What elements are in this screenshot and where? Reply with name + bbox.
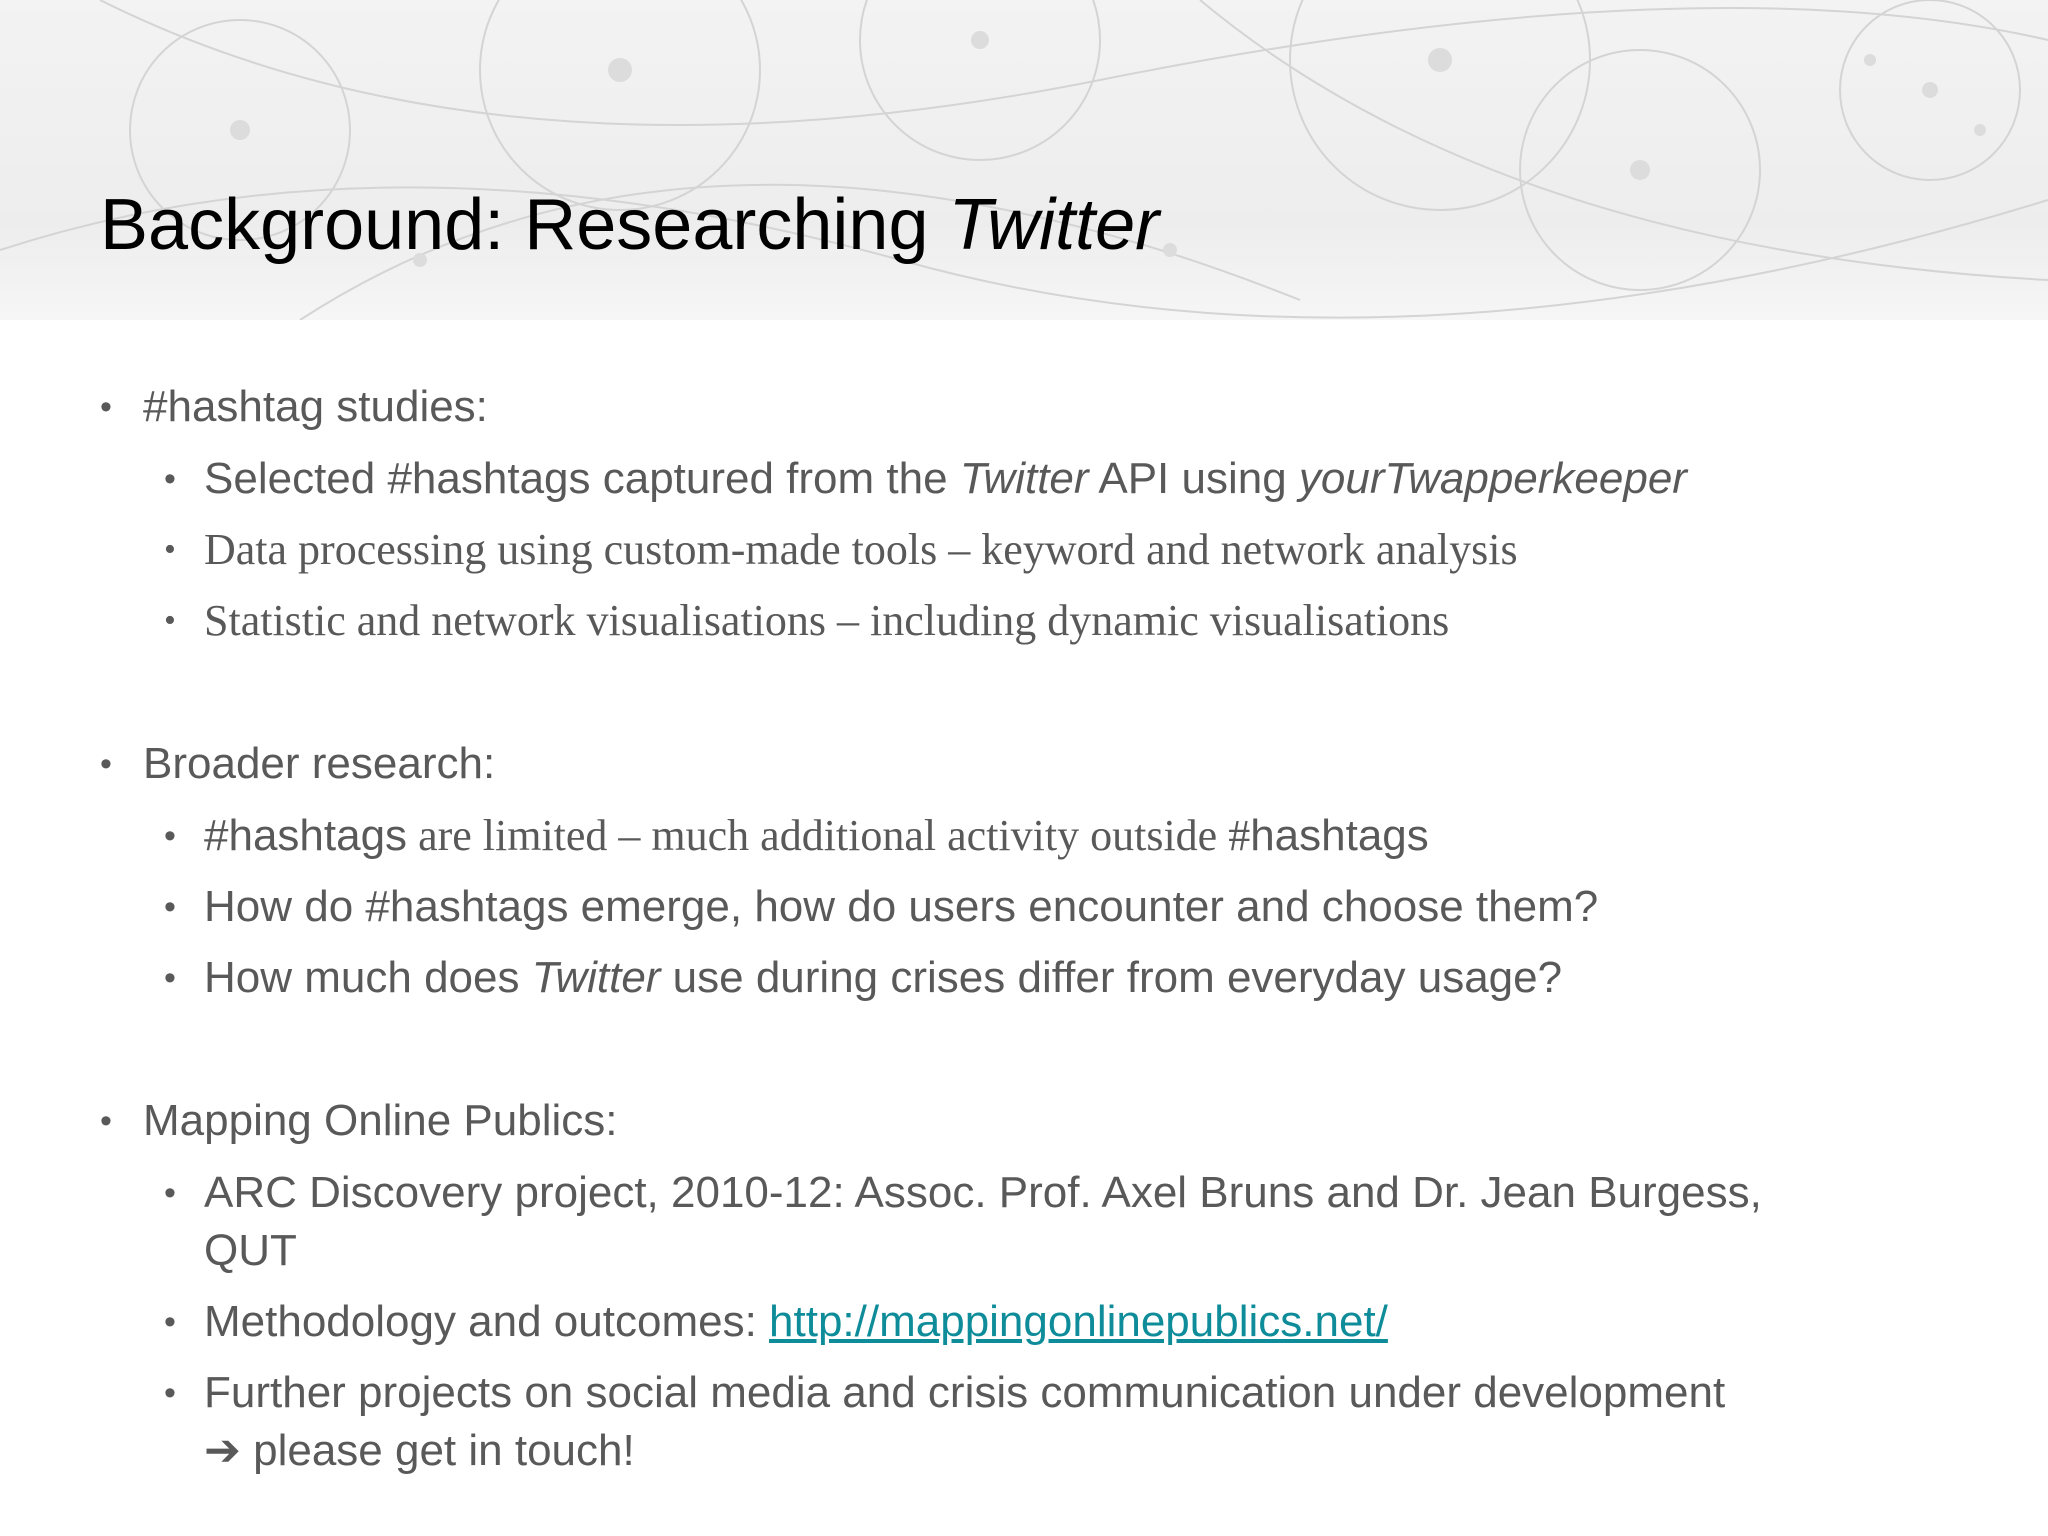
slide-title <box>100 184 1159 266</box>
text-part: hashtags <box>1250 811 1429 860</box>
slide-body <box>100 378 2000 1493</box>
text-line: • ARC Discovery project, 2010-12: Assoc. Prof. Axel Bruns and Dr. Jean Burgess, <box>204 1168 1762 1217</box>
text-part: #hashtags <box>204 811 408 860</box>
arrow-right-icon: ➔ <box>204 1426 241 1475</box>
title-italic: Twitter <box>948 185 1160 265</box>
bullet-hashtags-limited <box>100 807 2000 865</box>
bullet-selected-hashtags <box>100 450 2000 508</box>
section-heading-hashtag-studies: • #hashtag studies: <box>100 378 2000 436</box>
text-part: use during crises differ from everyday usage? <box>660 953 1563 1002</box>
header-banner <box>0 0 2048 320</box>
section-heading-mapping-online-publics: • Mapping Online Publics: <box>100 1092 2000 1150</box>
text-italic: Twitter <box>531 953 661 1002</box>
text-italic: yourTwapperkeeper <box>1298 454 1687 503</box>
bullet-data-processing: • Data processing using custom-made tools – keyword and network analysis <box>100 521 2000 579</box>
bullet-crisis-usage <box>100 949 2000 1007</box>
text-part: How much does <box>204 953 532 1002</box>
title-main: Background: Researching <box>100 185 949 265</box>
bullet-further-projects <box>100 1364 1984 1480</box>
text-part: please get in touch! <box>240 1426 635 1475</box>
text-line: • Further projects on social media and crisis communication under development <box>204 1368 1726 1417</box>
text-part: Selected #hashtags captured from the <box>204 454 960 503</box>
text-part: Methodology and outcomes: <box>204 1297 770 1346</box>
text-serif: are limited – much additional activity outside # <box>407 811 1251 860</box>
section-spacer <box>100 1020 2000 1092</box>
section-heading-broader-research: • Broader research: <box>100 735 2000 793</box>
text-italic: Twitter <box>959 454 1089 503</box>
section-spacer <box>100 663 2000 735</box>
bullet-hashtags-emerge: • How do #hashtags emerge, how do users encounter and choose them? <box>100 878 2000 936</box>
mapping-online-publics-link[interactable]: http://mappingonlinepublics.net/ <box>769 1297 1388 1346</box>
network-graph-decoration <box>0 0 2048 320</box>
bullet-visualisations: • Statistic and network visualisations – including dynamic visualisations <box>100 592 2000 650</box>
bullet-methodology <box>100 1293 2000 1351</box>
bullet-arc-discovery <box>100 1164 1984 1280</box>
text-line <box>204 1422 1984 1480</box>
text-line: QUT <box>204 1226 297 1275</box>
text-part: API using <box>1088 454 1299 503</box>
